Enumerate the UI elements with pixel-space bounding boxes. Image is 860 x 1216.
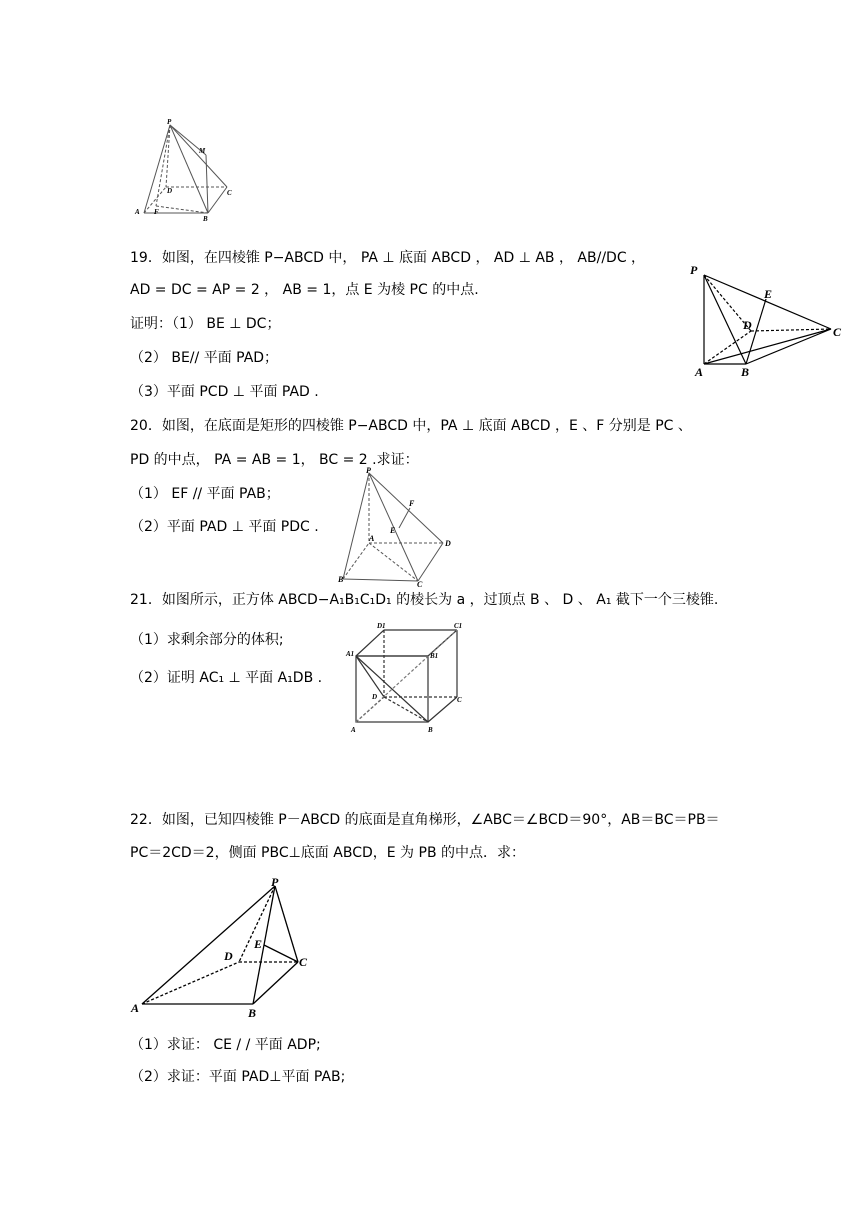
label-P: P (366, 466, 371, 475)
label-A1: A1 (346, 650, 355, 658)
label-A: A (369, 534, 375, 543)
label-C: C (457, 696, 462, 704)
label-B: B (203, 215, 208, 223)
label-B: B (248, 1006, 257, 1020)
label-D: D (743, 318, 752, 332)
problem-19-question-1: 证明：（1） BE ⊥ DC； (130, 316, 281, 332)
figure-22 (128, 876, 318, 1018)
problem-19-question-3: （3）平面 PCD ⊥ 平面 PAD . (130, 384, 319, 400)
label-A: A (695, 365, 704, 379)
label-A: A (135, 208, 140, 216)
figure-21 (344, 618, 470, 738)
problem-20-line-1: 20．如图，在底面是矩形的四棱锥 P−ABCD 中，PA ⊥ 底面 ABCD ，E 、F 分别是 PC 、 (130, 418, 692, 434)
problem-22-line-2: PC＝2CD＝2，侧面 PBC⊥底面 ABCD，E 为 PB 的中点．求： (130, 845, 525, 861)
problem-20-question-2: （2）平面 PAD ⊥ 平面 PDC . (130, 519, 319, 535)
problem-22-line-1: 22．如图，已知四棱锥 P－ABCD 的底面是直角梯形，∠ABC＝∠BCD＝90°，AB＝BC＝PB＝ (130, 812, 720, 828)
label-C1: C1 (454, 622, 463, 630)
label-B: B (741, 365, 750, 379)
label-C: C (833, 325, 842, 339)
figure-20 (335, 464, 460, 589)
label-P: P (690, 263, 698, 277)
problem-21-question-2: （2）证明 AC₁ ⊥ 平面 A₁DB . (130, 670, 323, 686)
label-C: C (227, 189, 232, 197)
label-M: M (199, 147, 206, 155)
label-F: F (154, 208, 159, 216)
label-C: C (417, 580, 423, 589)
label-D: D (372, 693, 378, 701)
label-P: P (167, 118, 172, 126)
problem-19-line-2: AD = DC = AP = 2 ， AB = 1，点 E 为棱 PC 的中点. (130, 282, 479, 298)
figure-19 (686, 262, 846, 380)
figure-pyramid-top (130, 115, 245, 223)
problem-19-question-2: （2） BE// 平面 PAD； (130, 350, 279, 366)
problem-19-line-1: 19．如图，在四棱锥 P−ABCD 中， PA ⊥ 底面 ABCD ， AD ⊥ AB ， AB//DC ， (130, 250, 646, 266)
label-D1: D1 (377, 622, 386, 630)
label-P: P (271, 875, 279, 889)
problem-22-question-1: （1）求证： CE / / 平面 ADP; (130, 1037, 321, 1053)
problem-20-line-2: PD 的中点， PA = AB = 1， BC = 2 .求证： (130, 452, 419, 468)
label-F: F (409, 499, 415, 508)
label-D: D (167, 187, 173, 195)
label-B1: B1 (430, 652, 439, 660)
label-E: E (390, 526, 396, 535)
label-D: D (224, 949, 233, 963)
label-E: E (254, 937, 263, 951)
problem-21-question-1: （1）求剩余部分的体积; (130, 632, 284, 648)
label-B: B (428, 726, 433, 734)
problem-21-line-1: 21．如图所示，正方体 ABCD−A₁B₁C₁D₁ 的棱长为 a ，过顶点 B 、 D 、 A₁ 截下一个三棱锥. (130, 592, 719, 608)
label-C: C (299, 955, 308, 969)
problem-22-question-2: （2）求证：平面 PAD⊥平面 PAB; (130, 1069, 346, 1085)
label-A: A (131, 1001, 140, 1015)
label-E: E (764, 287, 773, 301)
label-D: D (445, 539, 451, 548)
label-A: A (351, 726, 356, 734)
label-B: B (338, 575, 344, 584)
problem-20-question-1: （1） EF // 平面 PAB； (130, 486, 280, 502)
